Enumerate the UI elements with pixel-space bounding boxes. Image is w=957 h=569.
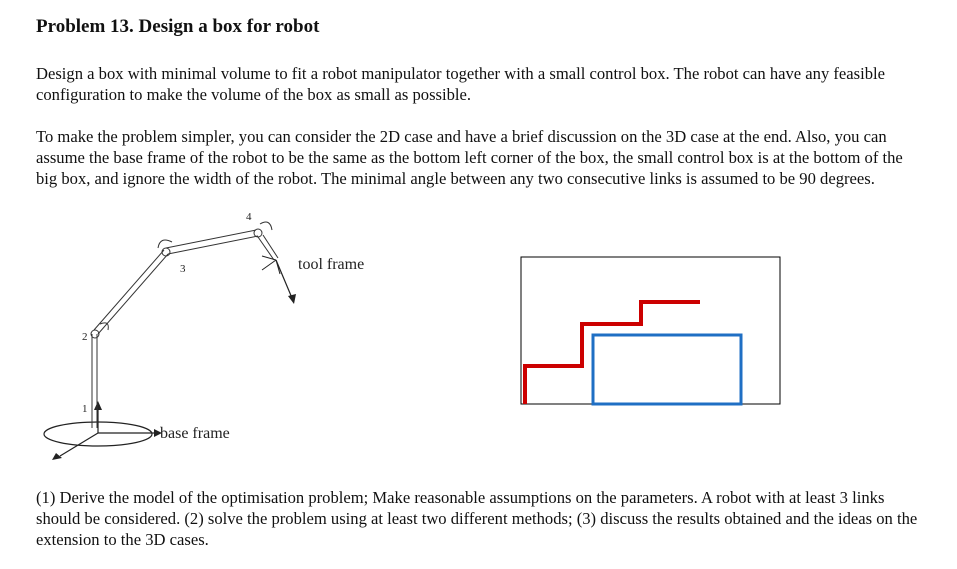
box-layout-figure <box>515 250 785 408</box>
tool-frame-label: tool frame <box>298 256 365 273</box>
paragraph-assumptions: To make the problem simpler, you can consider the 2D case and have a brief discussion on the 3D case at the end. Also, you can assume the base frame of the robot to be the same as the bottom left corner of the box, the small control box is at the bottom of the big box, and ignore the width of the robot. The minimal angle between any two consecutive links is assumed to be 90 degrees. <box>36 127 903 188</box>
tool-axis-arrow <box>288 294 296 304</box>
control-box <box>593 335 741 404</box>
base-y-arrow <box>52 453 62 460</box>
joint-label-2: 2 <box>82 331 88 343</box>
tool-axis-1 <box>262 256 276 260</box>
joint-label-4: 4 <box>246 212 252 223</box>
link-2-a <box>94 250 164 330</box>
tool-axis-3 <box>276 260 292 298</box>
tool-axis-2 <box>262 260 276 270</box>
base-frame-label: base frame <box>160 425 230 442</box>
problem-title: Problem 13. Design a box for robot <box>36 16 320 37</box>
robot-manipulator-figure <box>36 212 396 467</box>
robot-configuration <box>525 302 700 404</box>
joint-3 <box>162 248 170 256</box>
joint-label-3: 3 <box>180 263 186 275</box>
joint-label-1: 1 <box>82 403 88 415</box>
paragraph-intro: Design a box with minimal volume to fit a robot manipulator together with a small control box. The robot can have any feasible configuration to make the volume of the box as small as possible. <box>36 64 885 104</box>
joint-4-rotation-icon <box>260 222 272 230</box>
link-2-b <box>98 254 168 334</box>
base-z-arrow <box>94 401 102 410</box>
base-y-axis <box>60 433 98 456</box>
paragraph-tasks: (1) Derive the model of the optimisation problem; Make reasonable assumptions on the parameters. A robot with at least 3 links should be considered. (2) solve the problem using at least two different methods; (3) discuss the results obtained and the ideas on the extension to the 3D cases. <box>36 488 918 549</box>
joint-4 <box>254 229 262 237</box>
